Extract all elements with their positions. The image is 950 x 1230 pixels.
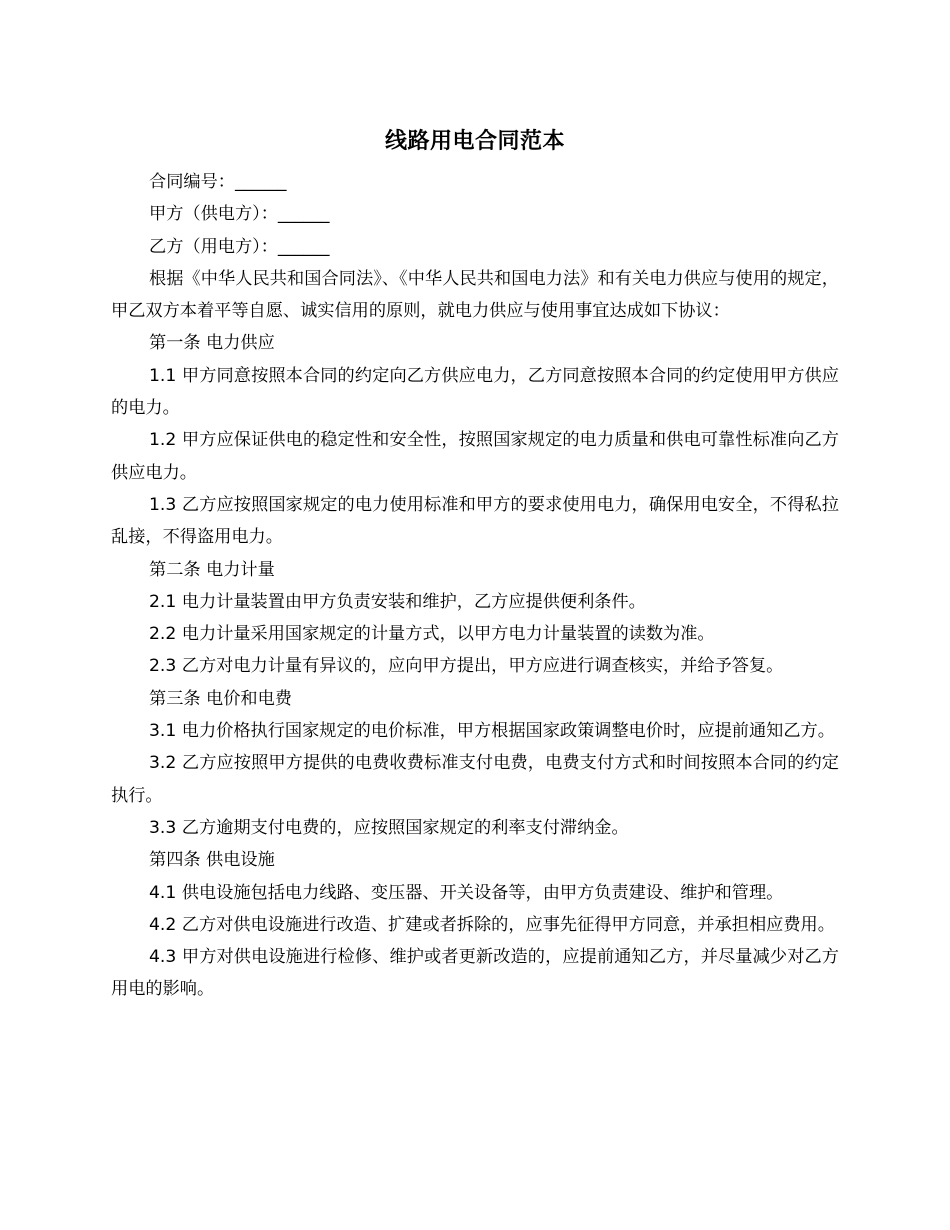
article-2-heading: 第二条 电力计量 [149, 559, 275, 580]
clause-1-2: 1.2 甲方应保证供电的稳定性和安全性，按照国家规定的电力质量和供电可靠性标准向乙方供应电力。 [111, 430, 839, 483]
document-page [111, 122, 839, 1006]
document-title: 线路用电合同范本 [384, 129, 565, 154]
party-b-line: 乙方（用电方）：______ [149, 236, 330, 257]
preamble-paragraph: 根据《中华人民共和国合同法》、《中华人民共和国电力法》和有关电力供应与使用的规定，甲乙双方本着平等自愿、诚实信用的原则，就电力供应与使用事宜达成如下协议： [111, 268, 839, 322]
contract-number-line: 合同编号：______ [149, 172, 287, 192]
clause-4-2: 4.2 乙方对供电设施进行改造、扩建或者拆除的，应事先征得甲方同意，并承担相应费用。 [149, 914, 835, 935]
clause-1-1: 1.1 甲方同意按照本合同的约定向乙方供应电力，乙方同意按照本合同的约定使用甲方供应的电力。 [111, 365, 839, 419]
clause-4-1: 4.1 供电设施包括电力线路、变压器、开关设备等，由甲方负责建设、维护和管理。 [149, 882, 784, 903]
clause-2-2: 2.2 电力计量采用国家规定的计量方式，以甲方电力计量装置的读数为准。 [149, 624, 715, 645]
clause-3-1: 3.1 电力价格执行国家规定的电价标准，甲方根据国家政策调整电价时，应提前通知乙方。 [149, 721, 835, 742]
clause-3-2: 3.2 乙方应按照甲方提供的电费收费标准支付电费，电费支付方式和时间按照本合同的约定执行。 [111, 753, 839, 806]
clause-2-3: 2.3 乙方对电力计量有异议的，应向甲方提出，甲方应进行调查核实，并给予答复。 [149, 656, 784, 677]
article-4-heading: 第四条 供电设施 [149, 850, 275, 871]
clause-1-3: 1.3 乙方应按照国家规定的电力使用标准和甲方的要求使用电力，确保用电安全，不得私拉乱接，不得盗用电力。 [111, 494, 839, 548]
article-3-heading: 第三条 电价和电费 [149, 688, 292, 709]
clause-4-3: 4.3 甲方对供电设施进行检修、维护或者更新改造的，应提前通知乙方，并尽量减少对乙方用电的影响。 [111, 947, 839, 1000]
article-1-heading: 第一条 电力供应 [149, 333, 275, 354]
party-a-line: 甲方（供电方）：______ [149, 204, 330, 225]
clause-2-1: 2.1 电力计量装置由甲方负责安装和维护，乙方应提供便利条件。 [149, 591, 646, 612]
clause-3-3: 3.3 乙方逾期支付电费的，应按照国家规定的利率支付滞纳金。 [149, 817, 629, 838]
